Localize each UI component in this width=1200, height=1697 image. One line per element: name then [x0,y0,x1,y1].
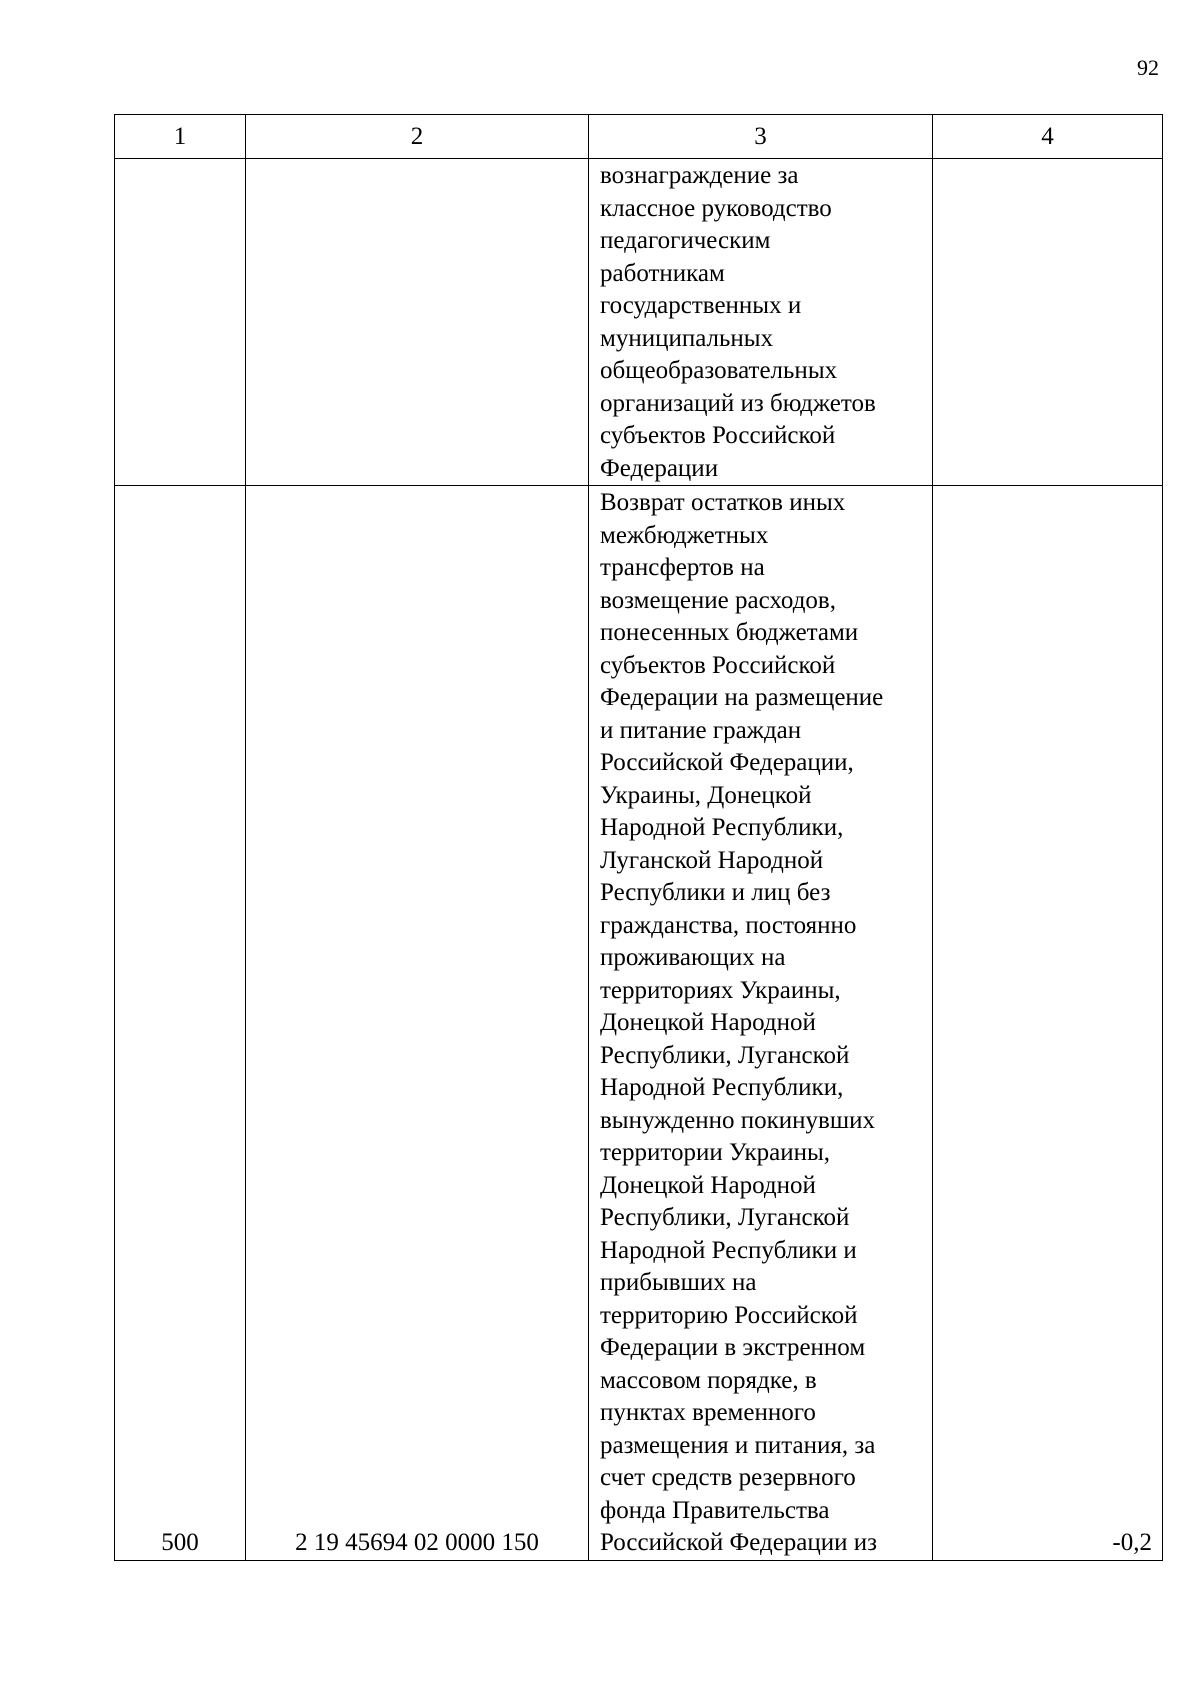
budget-table [114,114,1163,1561]
row-kbk-cell [246,159,589,486]
table-header-row [115,115,1163,159]
table-row [115,159,1163,486]
header-cell-2: 2 [246,115,589,159]
row-code-cell: 500 [115,486,246,1561]
header-cell-4: 4 [933,115,1163,159]
row-amount-cell: -0,2 [933,486,1163,1561]
row-code-cell [115,159,246,486]
table-row [115,486,1163,1561]
page-number: 92 [1137,55,1159,80]
row-amount-cell [933,159,1163,486]
header-cell-3: 3 [589,115,933,159]
row-description-cell: вознаграждение за классное руководство педагогическим работникам государственных и муниципальных общеобразовательных организаций из бюджетов субъектов Российской Федерации [589,159,933,486]
header-cell-1: 1 [115,115,246,159]
row-kbk-cell: 2 19 45694 02 0000 150 [246,486,589,1561]
row-description-cell: Возврат остатков иных межбюджетных трансфертов на возмещение расходов, понесенных бюджетами субъектов Российской Федерации на размещение и питание граждан Российской Федерации, Украины, Донецкой Народной Республики, Луганской Народной Республики и лиц без гражданства, постоянно проживающих на территориях Украины, Донецкой Народной Республики, Луганской Народной Республики, вынужденно покинувших территории Украины, Донецкой Народной Республики, Луганской Народной Республики и прибывших на территорию Российской Федерации в экстренном массовом порядке, в пунктах временного размещения и питания, за счет средств резервного фонда Правительства Российской Федерации из [589,486,933,1561]
